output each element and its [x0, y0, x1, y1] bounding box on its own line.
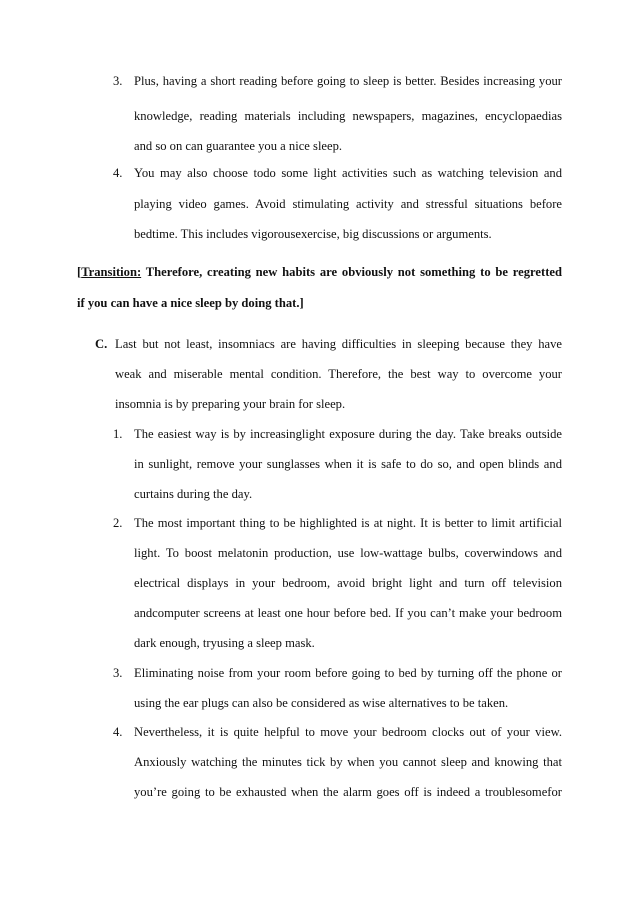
paragraph-line: You may also choose todo some light activities such as watching television and: [134, 166, 562, 180]
paragraph-line: Plus, having a short reading before going to sleep is better. Besides increasing your: [134, 74, 562, 88]
paragraph-line: Anxiously watching the minutes tick by when you cannot sleep and knowing that: [134, 755, 562, 769]
paragraph-line: Nevertheless, it is quite helpful to move your bedroom clocks out of your view.: [134, 725, 562, 739]
paragraph-line: andcomputer screens at least one hour before bed. If you can’t make your bedroom: [134, 606, 562, 620]
list-number: 2.: [113, 516, 123, 530]
list-number: 3.: [113, 74, 123, 88]
paragraph-line: Last but not least, insomniacs are having difficulties in sleeping because they have: [115, 337, 562, 351]
paragraph-line: playing video games. Avoid stimulating activity and stressful situations before: [134, 197, 562, 211]
paragraph-line: electrical displays in your bedroom, avoid bright light and turn off television: [134, 576, 562, 590]
transition-label: Transition:: [81, 265, 142, 279]
transition-open-bracket: [: [77, 265, 82, 279]
list-number: 4.: [113, 725, 123, 739]
list-number: 3.: [113, 666, 123, 680]
paragraph-line: in sunlight, remove your sunglasses when it is safe to do so, and open blinds and: [134, 457, 562, 471]
paragraph-line: bedtime. This includes vigorousexercise, big discussions or arguments.: [134, 227, 492, 241]
list-number: 1.: [113, 427, 123, 441]
transition-line: if you can have a nice sleep by doing that.]: [77, 296, 304, 310]
transition-text: Therefore, creating new habits are obviously not something to be regretted: [141, 265, 562, 279]
paragraph-line: knowledge, reading materials including newspapers, magazines, encyclopaedias: [134, 109, 562, 123]
paragraph-line: weak and miserable mental condition. Therefore, the best way to overcome your: [115, 367, 562, 381]
paragraph-line: insomnia is by preparing your brain for sleep.: [115, 397, 346, 411]
paragraph-line: you’re going to be exhausted when the alarm goes off is indeed a troublesomefor: [134, 785, 562, 799]
paragraph-line: and so on can guarantee you a nice sleep.: [134, 139, 343, 153]
transition-line: [77, 257, 562, 287]
paragraph-line: using the ear plugs can also be considered as wise alternatives to be taken.: [134, 696, 509, 710]
paragraph-line: Eliminating noise from your room before going to bed by turning off the phone or: [134, 666, 562, 680]
section-letter: C.: [95, 337, 108, 351]
paragraph-line: dark enough, tryusing a sleep mask.: [134, 636, 315, 650]
list-number: 4.: [113, 166, 123, 180]
paragraph-line: light. To boost melatonin production, use low-wattage bulbs, coverwindows and: [134, 546, 562, 560]
paragraph-line: curtains during the day.: [134, 487, 253, 501]
paragraph-line: The easiest way is by increasinglight exposure during the day. Take breaks outside: [134, 427, 562, 441]
paragraph-line: The most important thing to be highlighted is at night. It is better to limit artificial: [134, 516, 562, 530]
